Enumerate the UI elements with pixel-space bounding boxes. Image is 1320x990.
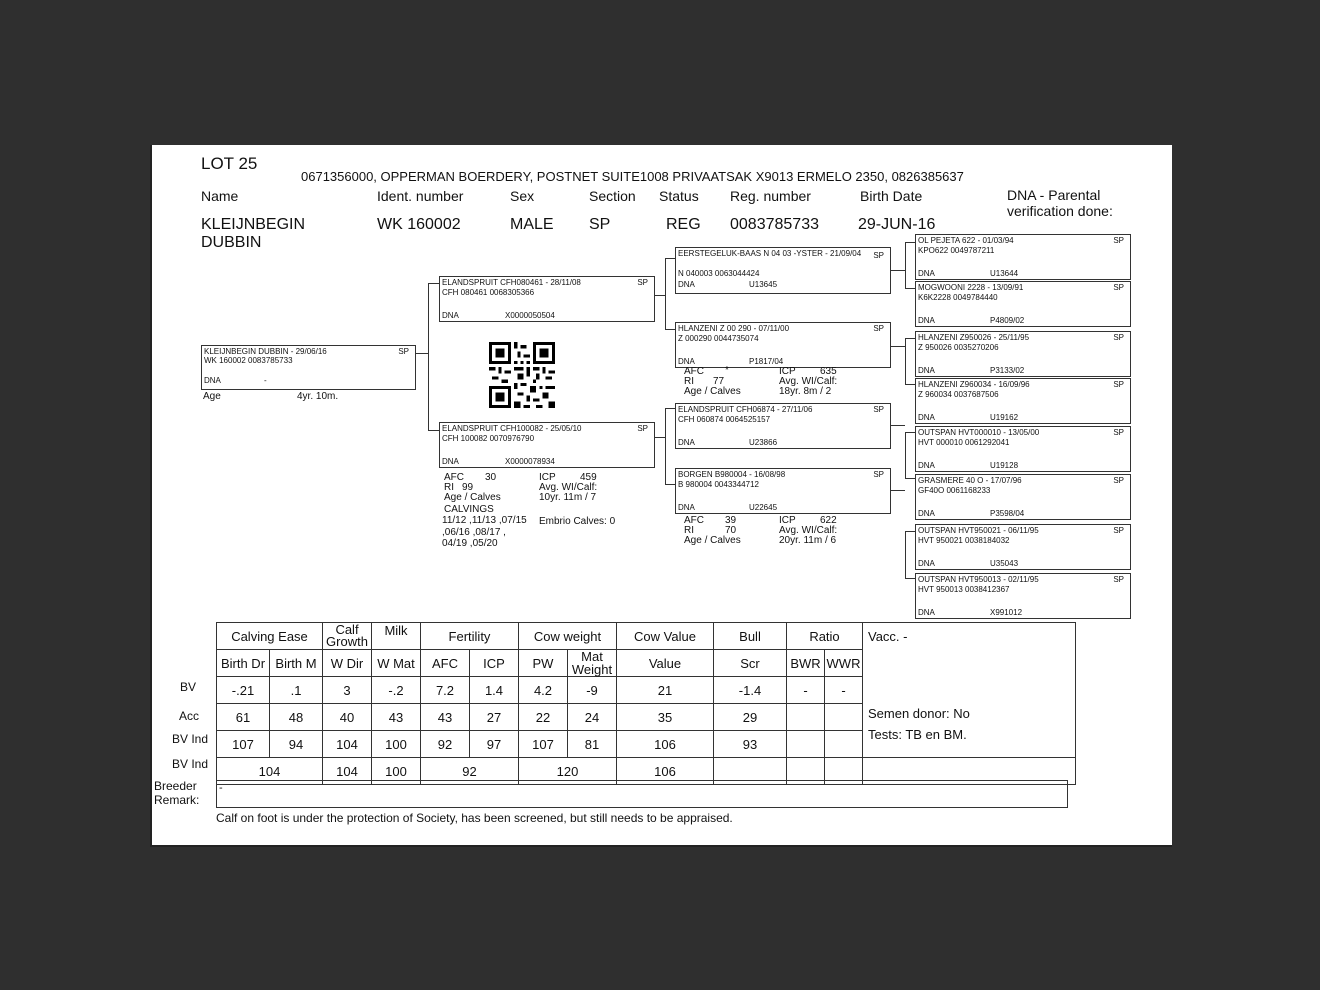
sire-title: ELANDSPRUIT CFH080461 - 28/11/08 — [442, 278, 581, 287]
ggp-section: SP — [1113, 283, 1124, 292]
animal-birth: 29-JUN-16 — [858, 216, 936, 233]
sub-w-dir: W Dir — [323, 650, 372, 677]
dam-title: ELANDSPRUIT CFH100082 - 25/05/10 — [442, 424, 582, 433]
connector-line — [905, 531, 906, 579]
sire-dna-label: DNA — [442, 311, 459, 320]
gp-ids: N 040003 0063044424 — [678, 269, 760, 278]
connector-line — [905, 531, 915, 532]
gp-section: SP — [873, 405, 884, 414]
dam-calvings-1: 11/12 ,11/13 ,07/15 — [442, 515, 527, 526]
sub-scr: Scr — [714, 650, 787, 677]
cell: -1.4 — [714, 677, 787, 704]
gp-title: BORGEN B980004 - 16/08/98 — [678, 470, 786, 479]
cell: 92 — [421, 731, 470, 758]
dam-calvings-label: CALVINGS — [444, 504, 494, 515]
sub-birth-m: Birth M — [270, 650, 323, 677]
gp-agecalves: 20yr. 11m / 6 — [779, 535, 837, 546]
pedigree-great-grandparent — [915, 474, 1131, 520]
group-fertility: Fertility — [421, 623, 519, 650]
cell: -.21 — [217, 677, 270, 704]
gp-ri-label: RI — [684, 525, 694, 536]
connector-line — [905, 432, 906, 479]
ggp-section: SP — [1113, 236, 1124, 245]
cell — [787, 731, 825, 758]
cell: 40 — [323, 704, 372, 731]
cell: 104 — [323, 731, 372, 758]
header-birth: Birth Date — [860, 188, 923, 204]
cell — [787, 704, 825, 731]
ggp-section: SP — [1113, 575, 1124, 584]
gp-dna-value: U22645 — [749, 503, 778, 512]
gp-dna-label: DNA — [678, 438, 695, 447]
cell: 100 — [372, 758, 421, 785]
lot-number: LOT 25 — [201, 154, 258, 173]
gp-dna-value: U13645 — [749, 280, 778, 289]
gp-ids: B 980004 0043344712 — [678, 480, 759, 489]
sub-afc: AFC — [421, 650, 470, 677]
cell: 27 — [470, 704, 519, 731]
subject-section: SP — [398, 347, 409, 356]
ggp-ids: KPO622 0049787211 — [918, 246, 995, 255]
gp-icp-label: ICP — [779, 366, 796, 377]
gp-avg-label: Avg. WI/Calf: — [779, 525, 838, 536]
subject-title: KLEIJNBEGIN DUBBIN - 29/06/16 — [204, 347, 327, 356]
connector-line — [905, 338, 906, 385]
gp-avg-label: Avg. WI/Calf: — [779, 376, 838, 387]
ggp-section: SP — [1113, 526, 1124, 535]
group-cow-weight: Cow weight — [519, 623, 617, 650]
connector-line — [665, 258, 666, 330]
pedigree-great-grandparent — [915, 524, 1131, 570]
gp-title: ELANDSPRUIT CFH06874 - 27/11/06 — [678, 405, 813, 414]
vaccination-status: Vacc. - — [868, 629, 908, 644]
group-calf-growth: Calf Growth — [323, 623, 372, 650]
pedigree-grandparent — [675, 403, 891, 449]
header-sex: Sex — [510, 188, 535, 204]
dam-afc-label: AFC — [444, 472, 464, 483]
cell: 107 — [519, 731, 568, 758]
ggp-dna-label: DNA — [918, 269, 935, 278]
cell: 97 — [470, 731, 519, 758]
connector-line — [416, 353, 428, 354]
age-label: Age — [203, 391, 221, 402]
gp-afc-label: AFC — [684, 515, 704, 526]
pedigree-great-grandparent — [915, 426, 1131, 472]
dam-afc: 30 — [485, 472, 497, 483]
gp-afc-label: AFC — [684, 366, 704, 377]
cell: 120 — [519, 758, 617, 785]
cell: - — [825, 677, 863, 704]
connector-line — [905, 338, 915, 339]
connector-line — [665, 329, 675, 330]
ggp-title: MOGWOONI 2228 - 13/09/91 — [918, 283, 1024, 292]
group-bull: Bull — [714, 623, 787, 650]
dam-icp: 459 — [580, 472, 597, 483]
cell: 92 — [421, 758, 519, 785]
cell: 61 — [217, 704, 270, 731]
cell: 21 — [617, 677, 714, 704]
group-milk: Milk — [372, 623, 421, 650]
connector-line — [905, 242, 915, 243]
breeder-remark: - — [219, 782, 223, 794]
performance-table — [216, 622, 1076, 785]
animal-status: REG — [666, 216, 701, 233]
vacc-cell — [863, 623, 1076, 758]
cell: -9 — [568, 677, 617, 704]
dam-dna-value: X0000078934 — [505, 457, 555, 466]
dam-section: SP — [637, 424, 648, 433]
sire-ids: CFH 080461 0068305366 — [442, 288, 535, 297]
tests: Tests: TB en BM. — [868, 727, 967, 742]
ggp-section: SP — [1113, 333, 1124, 342]
pedigree-subject — [201, 345, 416, 390]
sub-w-mat: W Mat — [372, 650, 421, 677]
ggp-dna-value: P3598/04 — [990, 509, 1025, 518]
connector-line — [905, 578, 915, 579]
gp-agecalves: 18yr. 8m / 2 — [779, 386, 832, 397]
cell: 43 — [372, 704, 421, 731]
subject-ids: WK 160002 0083785733 — [204, 356, 293, 365]
ggp-dna-value: P3133/02 — [990, 366, 1025, 375]
pedigree-grandparent — [675, 468, 891, 514]
dam-ri-label: RI — [444, 482, 454, 493]
header-dna-2: verification done: — [1007, 203, 1113, 219]
ggp-ids: HVT 950013 0038412367 — [918, 585, 1010, 594]
pedigree-great-grandparent — [915, 281, 1131, 327]
ggp-ids: K6K2228 0049784440 — [918, 293, 998, 302]
ggp-title: OUTSPAN HVT950021 - 06/11/95 — [918, 526, 1039, 535]
gp-title: EERSTEGELUK-BAAS N 04 03 -YSTER - 21/09/04 — [678, 249, 862, 258]
cell: 93 — [714, 731, 787, 758]
ggp-dna-value: U19128 — [990, 461, 1019, 470]
ggp-section: SP — [1113, 380, 1124, 389]
cell: 48 — [270, 704, 323, 731]
sub-wwr: WWR — [825, 650, 863, 677]
sire-dna-value: X0000050504 — [505, 311, 555, 320]
ggp-section: SP — [1113, 476, 1124, 485]
cell: 1.4 — [470, 677, 519, 704]
connector-line — [428, 283, 429, 431]
ggp-dna-label: DNA — [918, 608, 935, 617]
cell — [825, 704, 863, 731]
sub-bwr: BWR — [787, 650, 825, 677]
connector-line — [655, 295, 665, 296]
sub-value: Value — [617, 650, 714, 677]
gp-ri: 77 — [713, 376, 725, 387]
gp-dna-value: U23866 — [749, 438, 778, 447]
dam-ri: 99 — [462, 482, 474, 493]
group-ratio: Ratio — [787, 623, 863, 650]
ggp-ids: HVT 000010 0061292041 — [918, 438, 1010, 447]
connector-line — [665, 484, 675, 485]
header-name: Name — [201, 188, 239, 204]
subject-dna-value: - — [264, 376, 267, 385]
ggp-dna-value: X991012 — [990, 608, 1023, 617]
cell: 94 — [270, 731, 323, 758]
pedigree-dam — [439, 422, 655, 468]
animal-name-2: DUBBIN — [201, 234, 262, 251]
cell: 7.2 — [421, 677, 470, 704]
header-status: Status — [659, 188, 699, 204]
ggp-dna-value: U13644 — [990, 269, 1019, 278]
dam-agecalves-label: Age / Calves — [444, 492, 501, 503]
connector-line — [665, 258, 675, 259]
sub-icp: ICP — [470, 650, 519, 677]
connector-line — [891, 425, 905, 426]
cell: 24 — [568, 704, 617, 731]
gp-afc: 39 — [725, 515, 737, 526]
pedigree-certificate — [150, 145, 1172, 847]
subject-dna-label: DNA — [204, 376, 221, 385]
ggp-ids: GF40O 0061168233 — [918, 486, 991, 495]
dam-agecalves: 10yr. 11m / 7 — [539, 492, 597, 503]
ggp-dna-label: DNA — [918, 509, 935, 518]
cell: 43 — [421, 704, 470, 731]
connector-line — [891, 270, 905, 271]
qr-code — [488, 342, 556, 408]
gp-dna-label: DNA — [678, 280, 695, 289]
animal-reg: 0083785733 — [730, 216, 819, 233]
gp-agecalves-label: Age / Calves — [684, 386, 741, 397]
connector-line — [891, 346, 905, 347]
connector-line — [665, 408, 675, 409]
table-header-row — [217, 623, 1076, 650]
ggp-title: GRASMERE 40 O - 17/07/96 — [918, 476, 1022, 485]
gp-icp: 635 — [820, 366, 837, 377]
cell: 104 — [217, 758, 323, 785]
pedigree-grandparent — [675, 322, 891, 368]
ggp-dna-label: DNA — [918, 316, 935, 325]
pedigree-great-grandparent — [915, 378, 1131, 424]
ggp-dna-value: P4809/02 — [990, 316, 1025, 325]
gp-section: SP — [873, 470, 884, 479]
group-cow-value: Cow Value — [617, 623, 714, 650]
cell: 29 — [714, 704, 787, 731]
row-label-bv-ind: BV Ind — [172, 732, 209, 746]
cell: 81 — [568, 731, 617, 758]
connector-line — [428, 430, 439, 431]
breeder-label: Breeder — [154, 779, 197, 793]
animal-section: SP — [589, 216, 611, 233]
dam-icp-label: ICP — [539, 472, 556, 483]
group-calving-ease: Calving Ease — [217, 623, 323, 650]
row-label-acc: Acc — [179, 709, 200, 723]
cell: .1 — [270, 677, 323, 704]
connector-line — [655, 437, 665, 438]
cell: 35 — [617, 704, 714, 731]
dam-calvings-2: ,06/16 ,08/17 , — [442, 527, 506, 538]
semen-donor: Semen donor: No — [868, 706, 970, 721]
ggp-ids: Z 960034 0037687506 — [918, 390, 999, 399]
sub-mat-weight: Mat Weight — [568, 650, 617, 677]
dam-calvings-3: 04/19 ,05/20 — [442, 538, 498, 549]
ggp-ids: HVT 950021 0038184032 — [918, 536, 1010, 545]
header-section: Section — [589, 188, 636, 204]
ggp-dna-value: U19162 — [990, 413, 1019, 422]
pedigree-great-grandparent — [915, 573, 1131, 619]
cell: 100 — [372, 731, 421, 758]
gp-ri: 70 — [725, 525, 737, 536]
gp-dna-label: DNA — [678, 357, 695, 366]
ggp-title: HLANZENI Z960034 - 16/09/96 — [918, 380, 1030, 389]
gp-section: SP — [873, 324, 884, 333]
gp-ri-label: RI — [684, 376, 694, 387]
pedigree-great-grandparent — [915, 234, 1131, 280]
gp-agecalves-label: Age / Calves — [684, 535, 741, 546]
connector-line — [905, 288, 915, 289]
cell: 22 — [519, 704, 568, 731]
gp-icp-label: ICP — [779, 515, 796, 526]
cell: 104 — [323, 758, 372, 785]
ggp-dna-label: DNA — [918, 366, 935, 375]
remark-label: Remark: — [154, 793, 200, 807]
connector-line — [905, 384, 915, 385]
gp-dna-value: P1817/04 — [749, 357, 784, 366]
header-reg: Reg. number — [730, 188, 811, 204]
owner-details: 0671356000, OPPERMAN BOERDERY, POSTNET SUITE1008 PRIVAATSAK X9013 ERMELO 2350, 0826385637 — [301, 169, 964, 184]
gp-icp: 622 — [820, 515, 837, 526]
dam-avg-label: Avg. WI/Calf: — [539, 482, 598, 493]
row-label-bv: BV — [180, 680, 197, 694]
animal-name: KLEIJNBEGIN — [201, 216, 306, 233]
ggp-dna-label: DNA — [918, 413, 935, 422]
header-ident: Ident. number — [377, 188, 464, 204]
cell: -.2 — [372, 677, 421, 704]
cell: 3 — [323, 677, 372, 704]
row-label-bv-ind-2: BV Ind — [172, 757, 209, 771]
ggp-title: OUTSPAN HVT950013 - 02/11/95 — [918, 575, 1039, 584]
animal-sex: MALE — [510, 216, 554, 233]
header-dna: DNA - Parental — [1007, 187, 1101, 203]
cell: 106 — [617, 758, 714, 785]
ggp-title: OUTSPAN HVT000010 - 13/05/00 — [918, 428, 1040, 437]
gp-ids: CFH 060874 0064525157 — [678, 415, 771, 424]
dam-embrio-calves: Embrio Calves: 0 — [539, 516, 616, 527]
sub-birth-dr: Birth Dr — [217, 650, 270, 677]
footer-note: Calf on foot is under the protection of Society, has been screened, but still needs to be appraised. — [216, 811, 733, 825]
sub-pw: PW — [519, 650, 568, 677]
animal-ident: WK 160002 — [377, 216, 461, 233]
ggp-section: SP — [1113, 428, 1124, 437]
cell: - — [787, 677, 825, 704]
age-value: 4yr. 10m. — [297, 391, 339, 402]
gp-section: SP — [873, 251, 884, 260]
ggp-title: OL PEJETA 622 - 01/03/94 — [918, 236, 1014, 245]
dam-dna-label: DNA — [442, 457, 459, 466]
cell — [825, 731, 863, 758]
connector-line — [905, 432, 915, 433]
gp-afc: * — [725, 365, 729, 376]
pedigree-grandparent — [675, 247, 891, 294]
connector-line — [891, 490, 905, 491]
gp-ids: Z 000290 0044735074 — [678, 334, 759, 343]
connector-line — [905, 478, 915, 479]
cell: 106 — [617, 731, 714, 758]
dam-ids: CFH 100082 0070976790 — [442, 434, 535, 443]
connector-line — [428, 283, 439, 284]
pedigree-great-grandparent — [915, 331, 1131, 377]
cell: 4.2 — [519, 677, 568, 704]
ggp-dna-label: DNA — [918, 461, 935, 470]
pedigree-sire — [439, 276, 655, 322]
gp-title: HLANZENI Z 00 290 - 07/11/00 — [678, 324, 790, 333]
connector-line — [665, 408, 666, 485]
sire-section: SP — [637, 278, 648, 287]
ggp-dna-value: U35043 — [990, 559, 1019, 568]
ggp-title: HLANZENI Z950026 - 25/11/95 — [918, 333, 1030, 342]
ggp-dna-label: DNA — [918, 559, 935, 568]
ggp-ids: Z 950026 0035270206 — [918, 343, 999, 352]
breeder-remark-box — [216, 780, 1068, 808]
connector-line — [905, 242, 906, 289]
gp-dna-label: DNA — [678, 503, 695, 512]
cell: 107 — [217, 731, 270, 758]
